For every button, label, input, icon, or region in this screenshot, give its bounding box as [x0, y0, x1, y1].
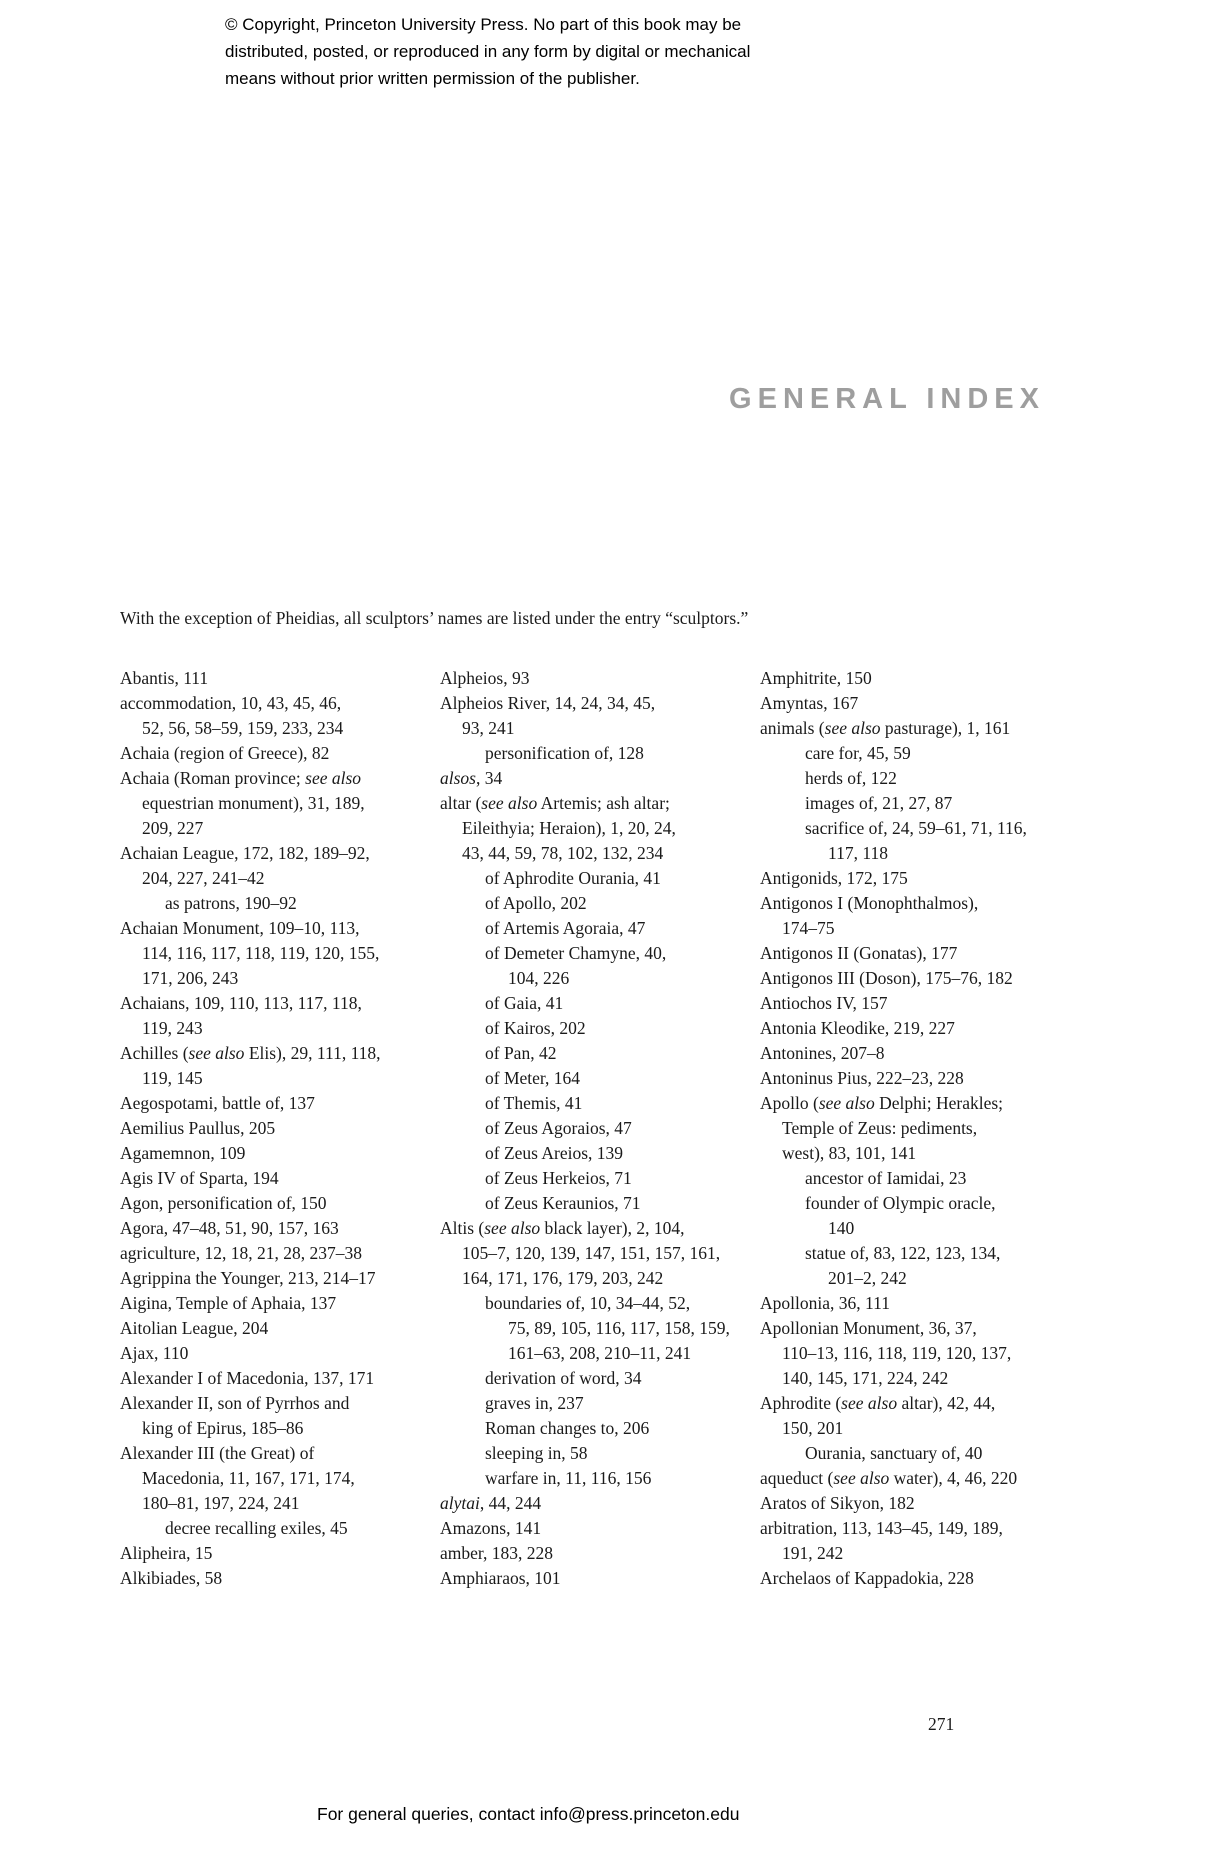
index-column-2 — [440, 666, 740, 1591]
index-line: Alkibiades, 58 — [120, 1568, 223, 1588]
index-line: Aratos of Sikyon, 182 — [760, 1493, 915, 1513]
index-line: statue of, 83, 122, 123, 134, — [805, 1243, 1001, 1263]
index-line: Antiochos IV, 157 — [760, 993, 888, 1013]
index-line: Agon, personification of, 150 — [120, 1193, 327, 1213]
index-line: Alexander I of Macedonia, 137, 171 — [120, 1368, 375, 1388]
index-line: 52, 56, 58–59, 159, 233, 234 — [142, 718, 344, 738]
index-line: of Themis, 41 — [485, 1093, 583, 1113]
index-line: 43, 44, 59, 78, 102, 132, 234 — [462, 843, 664, 863]
index-line: king of Epirus, 185–86 — [142, 1418, 304, 1438]
index-line: warfare in, 11, 116, 156 — [485, 1468, 652, 1488]
index-line: boundaries of, 10, 34–44, 52, — [485, 1293, 691, 1313]
index-line: care for, 45, 59 — [805, 743, 911, 763]
footer-queries-note: For general queries, contact info@press.princeton.edu — [317, 1804, 740, 1824]
index-line: Alpheios, 93 — [440, 668, 530, 688]
index-line: 119, 145 — [142, 1068, 203, 1088]
index-line: Aitolian League, 204 — [120, 1318, 269, 1338]
page-title: GENERAL INDEX — [729, 383, 1045, 415]
index-line: of Kairos, 202 — [485, 1018, 586, 1038]
copyright-line: means without prior written permission of the publisher. — [225, 69, 640, 88]
index-line: 105–7, 120, 139, 147, 151, 157, 161, — [462, 1243, 721, 1263]
index-line: Apollonian Monument, 36, 37, — [760, 1318, 977, 1338]
index-line: Archelaos of Kappadokia, 228 — [760, 1568, 974, 1588]
index-line: 140, 145, 171, 224, 242 — [782, 1368, 949, 1388]
index-line: Achaians, 109, 110, 113, 117, 118, — [120, 993, 362, 1013]
index-line: Aphrodite (see also altar), 42, 44, — [760, 1393, 996, 1413]
index-line: sacrifice of, 24, 59–61, 71, 116, — [805, 818, 1027, 838]
copyright-notice — [225, 11, 750, 92]
index-line: 93, 241 — [462, 718, 515, 738]
index-line: Ajax, 110 — [120, 1343, 189, 1363]
index-line: Macedonia, 11, 167, 171, 174, — [142, 1468, 355, 1488]
index-line: Amphiaraos, 101 — [440, 1568, 561, 1588]
index-line: 201–2, 242 — [828, 1268, 907, 1288]
index-line: of Zeus Areios, 139 — [485, 1143, 624, 1163]
index-line: Altis (see also black layer), 2, 104, — [440, 1218, 685, 1238]
index-line: Amazons, 141 — [440, 1518, 542, 1538]
index-line: Roman changes to, 206 — [485, 1418, 650, 1438]
index-line: Agora, 47–48, 51, 90, 157, 163 — [120, 1218, 339, 1238]
index-line: Aigina, Temple of Aphaia, 137 — [120, 1293, 337, 1313]
index-line: Amyntas, 167 — [760, 693, 859, 713]
index-line: of Zeus Keraunios, 71 — [485, 1193, 641, 1213]
index-line: Alipheira, 15 — [120, 1543, 213, 1563]
index-line: Alexander III (the Great) of — [120, 1443, 315, 1463]
index-line: Achaia (region of Greece), 82 — [120, 743, 330, 763]
index-line: Alpheios River, 14, 24, 34, 45, — [440, 693, 656, 713]
index-line: of Demeter Chamyne, 40, — [485, 943, 667, 963]
index-line: Agrippina the Younger, 213, 214–17 — [120, 1268, 376, 1288]
index-line: Aegospotami, battle of, 137 — [120, 1093, 315, 1113]
index-line: 180–81, 197, 224, 241 — [142, 1493, 300, 1513]
index-line: 204, 227, 241–42 — [142, 868, 265, 888]
index-line: derivation of word, 34 — [485, 1368, 642, 1388]
index-line: Agamemnon, 109 — [120, 1143, 246, 1163]
index-line: 209, 227 — [142, 818, 204, 838]
index-line: Antonia Kleodike, 219, 227 — [760, 1018, 955, 1038]
index-line: 114, 116, 117, 118, 119, 120, 155, — [142, 943, 380, 963]
index-line: personification of, 128 — [485, 743, 644, 763]
index-line: Achaian League, 172, 182, 189–92, — [120, 843, 370, 863]
index-line: Antigonos I (Monophthalmos), — [760, 893, 979, 913]
index-line: of Aphrodite Ourania, 41 — [485, 868, 661, 888]
index-line: as patrons, 190–92 — [165, 893, 297, 913]
index-line: Amphitrite, 150 — [760, 668, 872, 688]
index-line: Achilles (see also Elis), 29, 111, 118, — [120, 1043, 381, 1063]
index-line: of Zeus Agoraios, 47 — [485, 1118, 632, 1138]
index-line: animals (see also pasturage), 1, 161 — [760, 718, 1011, 738]
index-line: 164, 171, 176, 179, 203, 242 — [462, 1268, 664, 1288]
index-line: Temple of Zeus: pediments, — [782, 1118, 978, 1138]
index-line: Antigonos II (Gonatas), 177 — [760, 943, 958, 963]
index-line: of Gaia, 41 — [485, 993, 564, 1013]
index-line: images of, 21, 27, 87 — [805, 793, 953, 813]
index-line: graves in, 237 — [485, 1393, 584, 1413]
index-line: Antonines, 207–8 — [760, 1043, 885, 1063]
index-line: Antoninus Pius, 222–23, 228 — [760, 1068, 964, 1088]
index-line: 104, 226 — [508, 968, 570, 988]
index-line: Agis IV of Sparta, 194 — [120, 1168, 279, 1188]
index-line: decree recalling exiles, 45 — [165, 1518, 348, 1538]
index-line: Alexander II, son of Pyrrhos and — [120, 1393, 350, 1413]
index-line: of Artemis Agoraia, 47 — [485, 918, 646, 938]
index-line: aqueduct (see also water), 4, 46, 220 — [760, 1468, 1018, 1488]
index-line: accommodation, 10, 43, 45, 46, — [120, 693, 342, 713]
index-columns — [120, 666, 1080, 1591]
index-line: of Pan, 42 — [485, 1043, 557, 1063]
index-line: agriculture, 12, 18, 21, 28, 237–38 — [120, 1243, 363, 1263]
index-line: Antigonids, 172, 175 — [760, 868, 908, 888]
index-line: of Meter, 164 — [485, 1068, 581, 1088]
index-column-1 — [120, 666, 420, 1591]
index-line: 110–13, 116, 118, 119, 120, 137, — [782, 1343, 1012, 1363]
index-line: 117, 118 — [828, 843, 888, 863]
index-line: founder of Olympic oracle, — [805, 1193, 996, 1213]
copyright-line: © Copyright, Princeton University Press. No part of this book may be — [225, 15, 742, 34]
index-line: west), 83, 101, 141 — [782, 1143, 917, 1163]
index-line: alsos, 34 — [440, 768, 503, 788]
copyright-line: distributed, posted, or reproduced in any form by digital or mechanical — [225, 42, 751, 61]
index-line: 119, 243 — [142, 1018, 203, 1038]
index-line: alytai, 44, 244 — [440, 1493, 542, 1513]
index-line: Eileithyia; Heraion), 1, 20, 24, — [462, 818, 676, 838]
index-line: Ourania, sanctuary of, 40 — [805, 1443, 983, 1463]
index-line: herds of, 122 — [805, 768, 897, 788]
index-line: arbitration, 113, 143–45, 149, 189, — [760, 1518, 1003, 1538]
index-line: equestrian monument), 31, 189, — [142, 793, 365, 813]
index-line: Aemilius Paullus, 205 — [120, 1118, 276, 1138]
index-line: sleeping in, 58 — [485, 1443, 588, 1463]
index-line: 161–63, 208, 210–11, 241 — [508, 1343, 692, 1363]
index-line: Achaia (Roman province; see also — [120, 768, 362, 788]
index-line: Antigonos III (Doson), 175–76, 182 — [760, 968, 1013, 988]
index-line: altar (see also Artemis; ash altar; — [440, 793, 670, 813]
index-line: of Zeus Herkeios, 71 — [485, 1168, 632, 1188]
index-line: Apollonia, 36, 111 — [760, 1293, 890, 1313]
index-headnote: With the exception of Pheidias, all sculptors’ names are listed under the entry “sculptors.” — [120, 608, 749, 628]
index-line: 191, 242 — [782, 1543, 844, 1563]
page-number: 271 — [928, 1714, 955, 1734]
index-line: 75, 89, 105, 116, 117, 158, 159, — [508, 1318, 730, 1338]
index-line: Abantis, 111 — [120, 668, 209, 688]
index-line: of Apollo, 202 — [485, 893, 587, 913]
index-line: 140 — [828, 1218, 855, 1238]
index-line: ancestor of Iamidai, 23 — [805, 1168, 967, 1188]
index-line: Apollo (see also Delphi; Herakles; — [760, 1093, 1004, 1113]
index-line: 174–75 — [782, 918, 835, 938]
index-line: 150, 201 — [782, 1418, 844, 1438]
index-line: Achaian Monument, 109–10, 113, — [120, 918, 360, 938]
index-line: amber, 183, 228 — [440, 1543, 554, 1563]
index-line: 171, 206, 243 — [142, 968, 239, 988]
index-column-3 — [760, 666, 1060, 1591]
